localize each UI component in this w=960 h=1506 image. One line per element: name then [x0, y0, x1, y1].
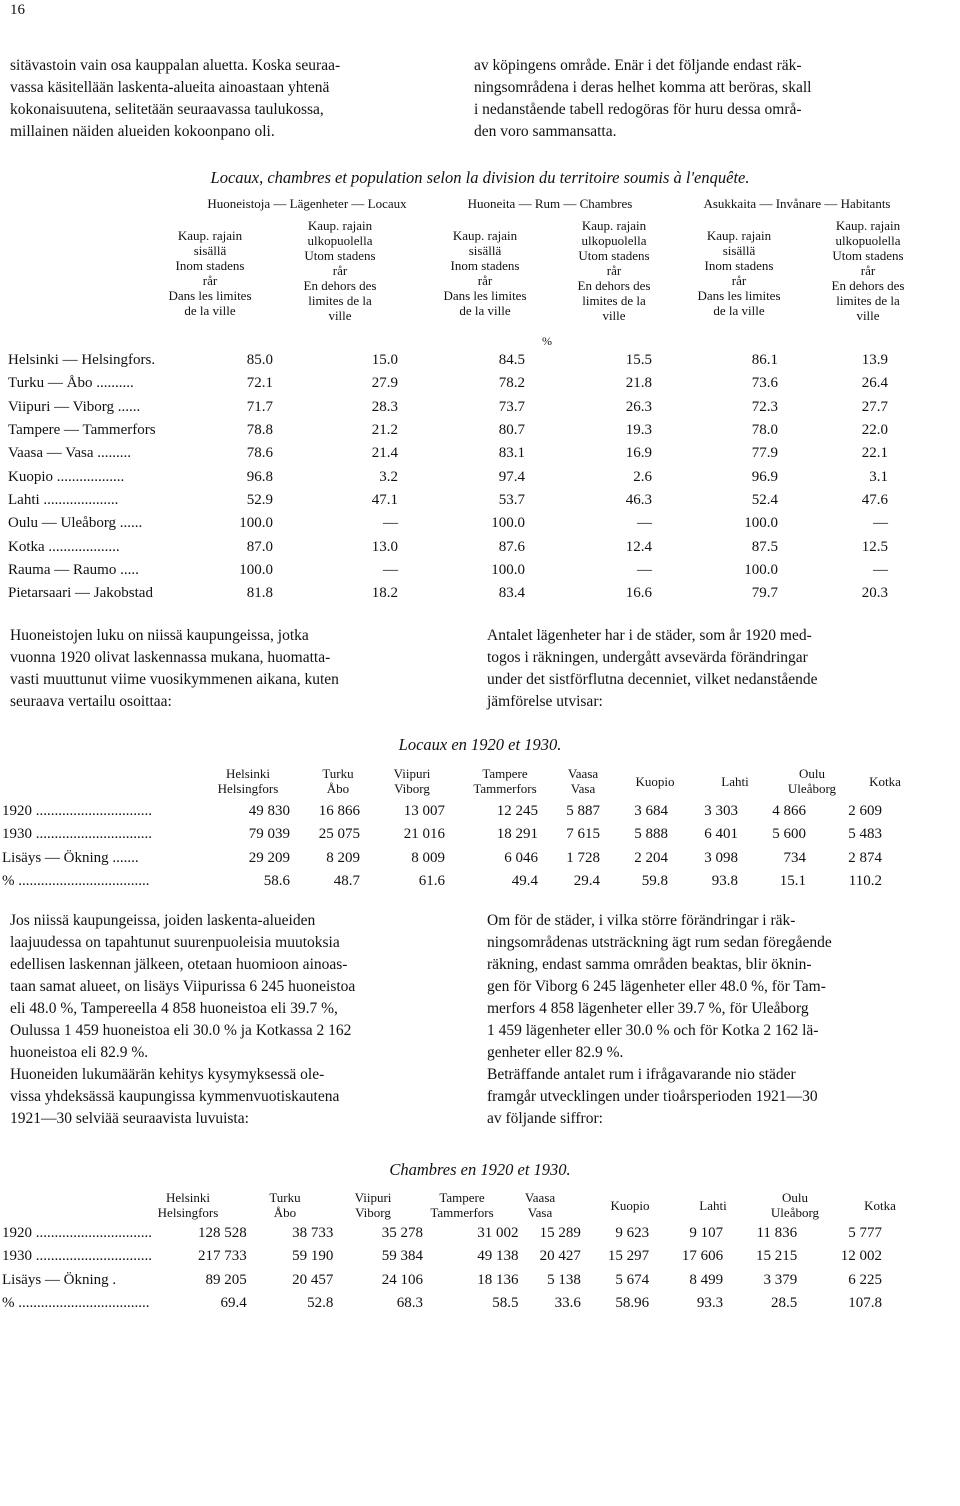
- table-cell: 80.7: [498, 422, 525, 439]
- table-cell: 96.9: [751, 468, 778, 485]
- table-cell: —: [873, 561, 888, 578]
- table-cell: 8 009: [411, 849, 445, 866]
- para2-finnish: Huoneistojen luku on niissä kaupungeissa, jotka vuonna 1920 olivat laskennassa mukana, huomatta- vasti muuttunut viime vuosikymmenen aikana, kuten seuraava vertailu osoittaa:: [10, 627, 339, 710]
- table-cell: 47.1: [371, 491, 398, 508]
- group-header-habitants: Asukkaita — Invånare — Habitants: [703, 196, 891, 211]
- column-header: Turku Åbo: [269, 1190, 301, 1220]
- table-cell: 100.0: [744, 561, 778, 578]
- table-cell: 73.7: [498, 398, 525, 415]
- table-row: [8, 419, 888, 442]
- intro-finnish: sitävastoin vain osa kauppalan aluetta. Koska seuraa- vassa käsitellään laskenta-alueita ainoastaan yhtenä kokonaisuutena, selitetään seuraavassa taulukossa, millainen näiden alueiden kokoonpano oli.: [10, 57, 341, 140]
- subheader-outside-1: Kaup. rajain ulkopuolella Utom stadens rår En dehors des limites de la ville: [303, 218, 377, 323]
- table-cell: 28.5: [770, 1295, 798, 1312]
- table-cell: 22.0: [861, 422, 888, 439]
- row-label: % ...................................: [2, 873, 150, 890]
- table-cell: 9 623: [615, 1225, 650, 1242]
- table-cell: 81.8: [246, 585, 273, 602]
- table-cell: 47.6: [861, 491, 888, 508]
- table-cell: 3 379: [763, 1271, 798, 1288]
- table-cell: 2 609: [848, 803, 882, 820]
- table-cell: 87.0: [246, 538, 273, 555]
- table-cell: 9 107: [689, 1225, 724, 1242]
- table-cell: 61.6: [418, 873, 445, 890]
- table-cell: 5 888: [634, 826, 668, 843]
- row-label: Turku — Åbo ..........: [8, 375, 134, 392]
- table2-title: Locaux en 1920 et 1930.: [398, 735, 562, 754]
- table-cell: 68.3: [396, 1295, 423, 1312]
- table-cell: 29.4: [573, 873, 600, 890]
- table-cell: 110.2: [848, 873, 882, 890]
- row-label: Lahti ....................: [8, 491, 119, 508]
- table-cell: 13.0: [371, 538, 398, 555]
- row-label: Tampere — Tammerfors: [8, 422, 156, 439]
- table-cell: 52.4: [751, 491, 778, 508]
- table-cell: 52.8: [307, 1295, 334, 1312]
- subheader-outside-3: Kaup. rajain ulkopuolella Utom stadens rår En dehors des limites de la ville: [831, 218, 905, 323]
- column-header: Tampere Tammerfors: [430, 1190, 494, 1220]
- table-cell: 100.0: [239, 515, 273, 532]
- column-header: Kotka: [864, 1198, 896, 1213]
- column-header: Kuopio: [610, 1198, 650, 1213]
- table-cell: 15.1: [779, 873, 806, 890]
- column-header: Oulu Uleåborg: [787, 766, 837, 796]
- table-cell: 93.8: [711, 873, 738, 890]
- subheader-inside-3: Kaup. rajain sisällä Inom stadens rår Dans les limites de la ville: [697, 228, 781, 318]
- row-label: 1930 ...............................: [2, 826, 152, 843]
- table-cell: 15 297: [607, 1248, 650, 1265]
- table-cell: 21 016: [403, 826, 445, 843]
- table-row: [2, 823, 882, 846]
- row-label: Lisäys — Ökning .: [2, 1271, 117, 1288]
- table-cell: 26.4: [861, 375, 888, 392]
- group-header-locaux: Huoneistoja — Lägenheter — Locaux: [207, 196, 407, 211]
- row-label: 1920 ...............................: [2, 1225, 152, 1242]
- column-header: Tampere Tammerfors: [473, 766, 537, 796]
- row-label: Oulu — Uleåborg ......: [8, 515, 143, 532]
- table-cell: 100.0: [491, 561, 525, 578]
- subheader-inside-1: Kaup. rajain sisällä Inom stadens rår Dans les limites de la ville: [168, 228, 252, 318]
- table-cell: 107.8: [848, 1295, 882, 1312]
- percent-sign: %: [542, 334, 552, 348]
- table-cell: 69.4: [220, 1295, 247, 1312]
- table-cell: 87.6: [498, 538, 525, 555]
- table-cell: 85.0: [246, 352, 273, 369]
- table-cell: 58.5: [492, 1295, 519, 1312]
- table-cell: 15.0: [371, 352, 398, 369]
- table-cell: 11 836: [756, 1225, 798, 1242]
- column-header: Helsinki Helsingfors: [157, 1190, 219, 1220]
- table-cell: 128 528: [197, 1225, 247, 1242]
- table-cell: 5 674: [615, 1271, 650, 1288]
- table1: [8, 349, 888, 605]
- table-cell: —: [637, 515, 652, 532]
- table-cell: 5 777: [848, 1225, 882, 1242]
- column-header: Lahti: [699, 1198, 727, 1213]
- table-cell: 2 874: [848, 849, 882, 866]
- table-cell: 13.9: [861, 352, 888, 369]
- row-label: Kotka ...................: [8, 538, 120, 555]
- table-cell: 96.8: [246, 468, 273, 485]
- table-cell: 100.0: [491, 515, 525, 532]
- table-cell: 58.96: [615, 1295, 650, 1312]
- table-cell: 31 002: [477, 1225, 519, 1242]
- row-label: Rauma — Raumo .....: [8, 561, 139, 578]
- column-header: Lahti: [721, 774, 749, 789]
- column-header: Vaasa Vasa: [524, 1190, 556, 1220]
- table-cell: 79.7: [751, 585, 778, 602]
- row-label: 1930 ...............................: [2, 1248, 152, 1265]
- table-cell: 16.9: [625, 445, 652, 462]
- table-cell: 5 600: [772, 826, 806, 843]
- row-label: Lisäys — Ökning .......: [2, 849, 139, 866]
- table-cell: 18.2: [371, 585, 398, 602]
- table-cell: 15 215: [755, 1248, 798, 1265]
- table-cell: 217 733: [197, 1248, 247, 1265]
- table-cell: 18 136: [477, 1271, 519, 1288]
- table-cell: 12 002: [840, 1248, 882, 1265]
- table-cell: 79 039: [248, 826, 290, 843]
- table3: [2, 1222, 882, 1315]
- table-row: [2, 1269, 882, 1292]
- table-cell: 27.7: [861, 398, 888, 415]
- intro-swedish: av köpingens område. Enär i det följande endast räk- ningsområdena i deras helhet komma att beröras, skall i nedanstående tabell redogöras för huru dessa områ- den voro sammansatta.: [474, 57, 812, 140]
- column-header: Turku Åbo: [322, 766, 354, 796]
- table-cell: 48.7: [333, 873, 360, 890]
- table-cell: 83.4: [498, 585, 525, 602]
- table-cell: 20.3: [861, 585, 888, 602]
- table-cell: —: [873, 515, 888, 532]
- table-cell: 77.9: [751, 445, 778, 462]
- table1-title: Locaux, chambres et population selon la division du territoire soumis à l'enquête.: [210, 168, 750, 187]
- row-label: Helsinki — Helsingfors.: [8, 352, 156, 369]
- table-cell: 93.3: [696, 1295, 724, 1312]
- table-cell: 5 887: [566, 803, 600, 820]
- table-cell: 84.5: [498, 352, 525, 369]
- table-row: [8, 396, 888, 419]
- table-cell: 89 205: [205, 1271, 247, 1288]
- table-row: [2, 1245, 882, 1268]
- table-cell: 71.7: [246, 398, 273, 415]
- table-row: [2, 847, 882, 870]
- table-cell: 49 830: [248, 803, 290, 820]
- table-cell: 12.5: [861, 538, 888, 555]
- table-cell: 4 866: [772, 803, 806, 820]
- row-label: Pietarsaari — Jakobstad: [8, 585, 153, 602]
- table-cell: 3.1: [869, 468, 888, 485]
- column-header: Viipuri Viborg: [354, 1190, 392, 1220]
- table-cell: 73.6: [751, 375, 778, 392]
- table-cell: 6 401: [704, 826, 738, 843]
- table-cell: 6 225: [848, 1271, 882, 1288]
- table-row: [8, 465, 888, 488]
- table-cell: 29 209: [248, 849, 290, 866]
- table-cell: 7 615: [566, 826, 600, 843]
- table-cell: 20 427: [539, 1248, 581, 1265]
- table-row: [2, 1222, 882, 1245]
- row-label: % ...................................: [2, 1295, 150, 1312]
- table-cell: 15 289: [539, 1225, 581, 1242]
- table-cell: 35 278: [381, 1225, 423, 1242]
- table-cell: 26.3: [625, 398, 652, 415]
- column-header: Oulu Uleåborg: [770, 1190, 820, 1220]
- table-cell: 17 606: [681, 1248, 724, 1265]
- table3-title: Chambres en 1920 et 1930.: [389, 1160, 571, 1179]
- page-number: 16: [10, 2, 25, 18]
- table-cell: 8 499: [689, 1271, 724, 1288]
- table-cell: —: [383, 561, 398, 578]
- table-cell: 72.1: [246, 375, 273, 392]
- table-cell: 18 291: [496, 826, 538, 843]
- column-header: Viipuri Viborg: [393, 766, 431, 796]
- row-label: Kuopio ..................: [8, 468, 125, 485]
- table-row: [8, 582, 888, 605]
- table-cell: 6 046: [504, 849, 538, 866]
- table-cell: 3 303: [704, 803, 738, 820]
- table-row: [2, 1292, 882, 1315]
- table-cell: 734: [783, 849, 806, 866]
- table-cell: 21.2: [371, 422, 398, 439]
- table-cell: 97.4: [498, 468, 525, 485]
- table-cell: 16 866: [318, 803, 360, 820]
- table-cell: 3 098: [704, 849, 738, 866]
- table-cell: 59.8: [641, 873, 668, 890]
- table-cell: 2 204: [634, 849, 668, 866]
- table-cell: 52.9: [246, 491, 273, 508]
- table-cell: 83.1: [498, 445, 525, 462]
- para3-swedish: Om för de städer, i vilka större förändringar i räk- ningsområdenas utsträckning ägt rum sedan föregående räkning, endast samma områden beaktas, blir öknin- gen för Viborg 6 245 lägenheter eller 48.0 %, för Tam- merfors 4 858 lägenheter eller 39.7 %, för Uleåborg 1 459 lägenheter eller 30.0 % och för Kotka 2 162 lä- genheter eller 82.9 %. Beträffande antalet rum i ifrågavarande nio städer framgår utvecklingen under tioårsperioden 1921—30 av följande siffror:: [487, 912, 832, 1127]
- table-row: [2, 800, 882, 823]
- group-header-chambres: Huoneita — Rum — Chambres: [467, 196, 633, 211]
- table-cell: 53.7: [498, 491, 525, 508]
- table-cell: 22.1: [861, 445, 888, 462]
- table-cell: 78.0: [751, 422, 778, 439]
- table-row: [8, 512, 888, 535]
- table-cell: 12 245: [496, 803, 538, 820]
- table-cell: 2.6: [633, 468, 652, 485]
- table-cell: 21.8: [625, 375, 652, 392]
- table2: [2, 800, 882, 893]
- table-row: [8, 372, 888, 395]
- table-cell: 46.3: [625, 491, 652, 508]
- table-cell: 87.5: [751, 538, 778, 555]
- table-cell: —: [383, 515, 398, 532]
- table-cell: 33.6: [554, 1295, 581, 1312]
- column-header: Kotka: [869, 774, 901, 789]
- subheader-inside-2: Kaup. rajain sisällä Inom stadens rår Dans les limites de la ville: [443, 228, 527, 318]
- table-cell: 12.4: [625, 538, 652, 555]
- column-header: Kuopio: [635, 774, 675, 789]
- table-cell: 3 684: [634, 803, 668, 820]
- table-cell: 20 457: [292, 1271, 334, 1288]
- table-cell: 24 106: [381, 1271, 423, 1288]
- table-cell: 21.4: [371, 445, 398, 462]
- table-cell: 100.0: [744, 515, 778, 532]
- table-row: [8, 559, 888, 582]
- table-cell: 8 209: [326, 849, 360, 866]
- table-cell: 16.6: [625, 585, 652, 602]
- table-cell: 27.9: [371, 375, 398, 392]
- table-row: [8, 442, 888, 465]
- table-row: [8, 489, 888, 512]
- column-header: Helsinki Helsingfors: [217, 766, 279, 796]
- table-cell: 1 728: [566, 849, 600, 866]
- table-cell: 72.3: [751, 398, 778, 415]
- table-cell: 5 483: [848, 826, 882, 843]
- table-cell: 49.4: [511, 873, 538, 890]
- table-cell: 49 138: [477, 1248, 519, 1265]
- table-cell: 78.6: [246, 445, 273, 462]
- table-cell: 59 384: [381, 1248, 423, 1265]
- table-cell: 58.6: [263, 873, 290, 890]
- table-cell: 3.2: [379, 468, 398, 485]
- table-cell: 25 075: [318, 826, 360, 843]
- table-cell: 19.3: [625, 422, 652, 439]
- table-cell: 100.0: [239, 561, 273, 578]
- row-label: Viipuri — Viborg ......: [8, 398, 141, 415]
- table-cell: 5 138: [547, 1271, 581, 1288]
- table-cell: 28.3: [371, 398, 398, 415]
- table-cell: 13 007: [403, 803, 445, 820]
- para2-swedish: Antalet lägenheter har i de städer, som år 1920 med- togos i räkningen, undergått avsevärda förändringar under det sistförflutna decenniet, vilket nedanstående jämförelse utvisar:: [487, 627, 818, 710]
- row-label: 1920 ...............................: [2, 803, 152, 820]
- table-cell: 59 190: [292, 1248, 334, 1265]
- table-row: [2, 870, 882, 893]
- table-cell: 86.1: [751, 352, 778, 369]
- table-cell: 38 733: [292, 1225, 334, 1242]
- table-cell: —: [637, 561, 652, 578]
- table-cell: 78.8: [246, 422, 273, 439]
- row-label: Vaasa — Vasa .........: [8, 445, 132, 462]
- table-cell: 78.2: [498, 375, 525, 392]
- table-cell: 15.5: [625, 352, 652, 369]
- column-header: Vaasa Vasa: [567, 766, 599, 796]
- table-row: [8, 349, 888, 372]
- subheader-outside-2: Kaup. rajain ulkopuolella Utom stadens rår En dehors des limites de la ville: [577, 218, 651, 323]
- para3-finnish: Jos niissä kaupungeissa, joiden laskenta-alueiden laajuudessa on tapahtunut suurenpuoleisia muutoksia edellisen laskennan jälkeen, otetaan huomioon ainoas- taan samat alueet, on lisäys Viipurissa 6 245 huoneistoa eli 48.0 %, Tampereella 4 858 huoneistoa eli 39.7 %, Oulussa 1 459 huoneistoa eli 30.0 % ja Kotkassa 2 162 huoneistoa eli 82.9 %. Huoneiden lukumäärän kehitys kysymyksessä ole- vissa yhdeksässä kaupungissa kymmenvuotiskautena 1921—30 selviää seuraavista luvuista:: [10, 912, 356, 1127]
- table-row: [8, 535, 888, 558]
